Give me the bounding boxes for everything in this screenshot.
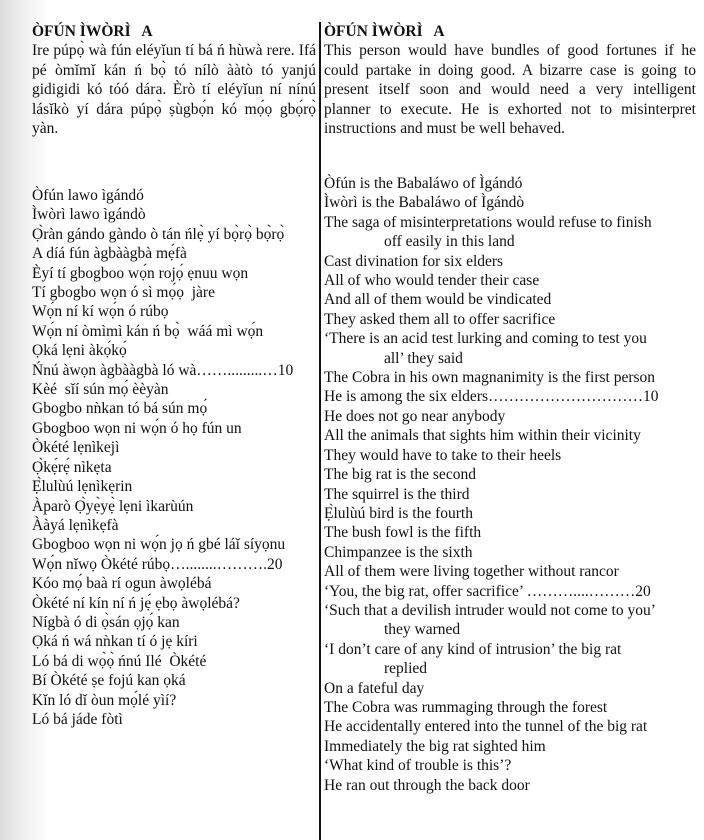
verse-line: Ìwòrì lawo ìgándò <box>32 206 146 224</box>
verse-line: Kèé sǐí sún mọ́ èèyàn <box>32 381 169 399</box>
yoruba-verses <box>32 186 316 729</box>
verse-line: Ńnú àwọn àgbààgbà ló wà…….........…10 <box>32 361 294 379</box>
english-heading: ÒFÚN ÌWÒRÌ A <box>324 23 445 40</box>
verse-line: He ran out through the back door <box>324 776 530 794</box>
verse-line: He accidentally entered into the tunnel of the big rat <box>324 718 648 736</box>
verse-line: Gbogboo wọn ni wọ́n ó họ fún un <box>32 419 242 437</box>
verse-line: The big rat is the second <box>324 466 476 484</box>
verse-line: Gbogboo wọn ni wọ́n jọ ń gbé láǐ síyọnu <box>32 536 286 554</box>
verse-line: The squirrel is the third <box>324 485 470 503</box>
verse-line: Nígbà ó di ọ̀sán ọjọ́ kan <box>32 613 180 631</box>
verse-line: They asked them all to offer sacrifice <box>324 310 556 328</box>
english-column <box>324 22 696 794</box>
verse-line: Kóo mọ́ baà rí ogun àwọlébá <box>32 575 212 593</box>
verse-line: Ìwòrì is the Babaláwo of Ìgándò <box>324 194 525 212</box>
verse-line: The saga of misinterpretations would refuse to finish <box>324 213 652 231</box>
verse-line: Àparò Ọ̀yẹ̀yẹ̀ lẹni ìkarùún <box>32 497 194 515</box>
verse-line: ‘You, the big rat, offer sacrifice’ ………....………20 <box>324 582 651 600</box>
verse-line: Chimpanzee is the sixth <box>324 543 473 561</box>
verse-line: He is among the six elders…………………………10 <box>324 388 659 406</box>
verse-line: The Cobra was rummaging through the forest <box>324 698 608 716</box>
verse-line: Ló bá jáde fòtì <box>32 710 123 728</box>
verse-line: ‘I don’t care of any kind of intrusion’ the big rat <box>324 640 622 658</box>
verse-line-continuation: replied <box>384 660 428 678</box>
verse-line: Òfún is the Babaláwo of Ìgándó <box>324 175 523 192</box>
verse-line: All of who would tender their case <box>324 272 540 290</box>
verse-line: Ọká ń wá nǹkan tí ó jẹ kíri <box>32 633 198 651</box>
verse-line: Èyí tí gbogboo wọ́n rojọ́ ẹnuu wọn <box>32 264 249 282</box>
verse-line: ‘Such that a devilish intruder would not come to you’ <box>324 601 656 619</box>
verse-line: Cast divination for six elders <box>324 252 504 270</box>
verse-line: Gbogbo nǹkan tó bá sún mọ́ <box>32 400 208 418</box>
verse-line-continuation: all’ they said <box>384 349 463 367</box>
verse-line: Bí Òkété ṣe fojú kan ọká <box>32 672 186 690</box>
column-divider <box>319 22 321 840</box>
verse-line: Ẹ̀lulùú bird is the fourth <box>324 504 473 522</box>
verse-line-continuation: off easily in this land <box>384 233 515 251</box>
verse-line: Ẹ̀lulùú lẹnìkẹrin <box>32 478 133 496</box>
verse-line: Immediately the big rat sighted him <box>324 737 546 755</box>
english-verses <box>324 174 696 795</box>
verse-line: ‘There is an acid test lurking and coming to test you <box>324 330 647 348</box>
verse-line: All of them were living together without rancor <box>324 563 619 581</box>
verse-line: ‘What kind of trouble is this’? <box>324 757 512 775</box>
verse-line: All the animals that sights him within their vicinity <box>324 427 641 445</box>
verse-line: They would have to take to their heels <box>324 446 562 464</box>
verse-line-continuation: they warned <box>384 621 461 639</box>
yoruba-summary: Ire púpọ̀ wà fún eléyǐun tí bá ń hùwà rere. Ifá pé òmǐmǐ kán ń bọ̀ tó nílò ààtò tó yanjú gidigidi kó tóó dára. Èrò tí eléyǐun ní nínú lásǐkò yí dára púpọ̀ ṣùgbọ́n kó mọ́ọ gbọ́rọ̀ yàn. <box>32 42 316 137</box>
verse-line: Wọ́n ní kí wọ́n ó rúbọ <box>32 303 169 321</box>
verse-line: Kǐn ló dǐ òun mọ́lé yìí? <box>32 691 177 709</box>
verse-line: On a fateful day <box>324 679 425 697</box>
verse-line: The bush fowl is the fifth <box>324 524 482 542</box>
verse-line: And all of them would be vindicated <box>324 291 552 309</box>
verse-line: Ọká lẹni àkọ́kọ́ <box>32 342 127 360</box>
yoruba-heading: ÒFÚN ÌWÒRÌ A <box>32 23 153 40</box>
yoruba-column <box>32 22 316 728</box>
english-summary: This person would have bundles of good fortunes if he could partake in doing good. A bizarre case is going to present itself soon and would need a very intelligent planner to execute. He is exhorted not to misinterpret instructions and must be well behaved. <box>324 42 696 137</box>
verse-line: Wọ́n ní òmìmì kán ń bọ̀ wáá mì wọ́n <box>32 322 264 340</box>
verse-line: The Cobra in his own magnanimity is the first person <box>324 369 656 387</box>
verse-line: Òfún lawo ìgándó <box>32 187 144 204</box>
verse-line: Ọ̀kẹ́rẹ́ nìkẹta <box>32 458 112 476</box>
verse-line: Òkété ní kín ní ń jẹ́ ẹbọ àwọlébá? <box>32 594 240 612</box>
verse-line: Ààyá lẹnìkẹfà <box>32 516 119 534</box>
verse-line: Ló bá di wọ̀ọ̀ ńnú Ilé Òkété <box>32 652 207 670</box>
verse-line: Ọ̀ràn gándo gàndo ò tán ńlẹ̀ yí bọ̀rọ̀ bọ̀rọ̀ <box>32 225 285 243</box>
verse-line: Wọ́n nǐwọ Òkété rúbọ…........……….20 <box>32 555 283 573</box>
verse-line: Tí gbogbo wọn ó sì mọ́ọ jàre <box>32 284 215 302</box>
verse-line: He does not go near anybody <box>324 407 506 425</box>
verse-line: Òkété lẹnìkejì <box>32 439 120 457</box>
verse-line: A díá fún àgbààgbà mẹ́fà <box>32 245 187 263</box>
